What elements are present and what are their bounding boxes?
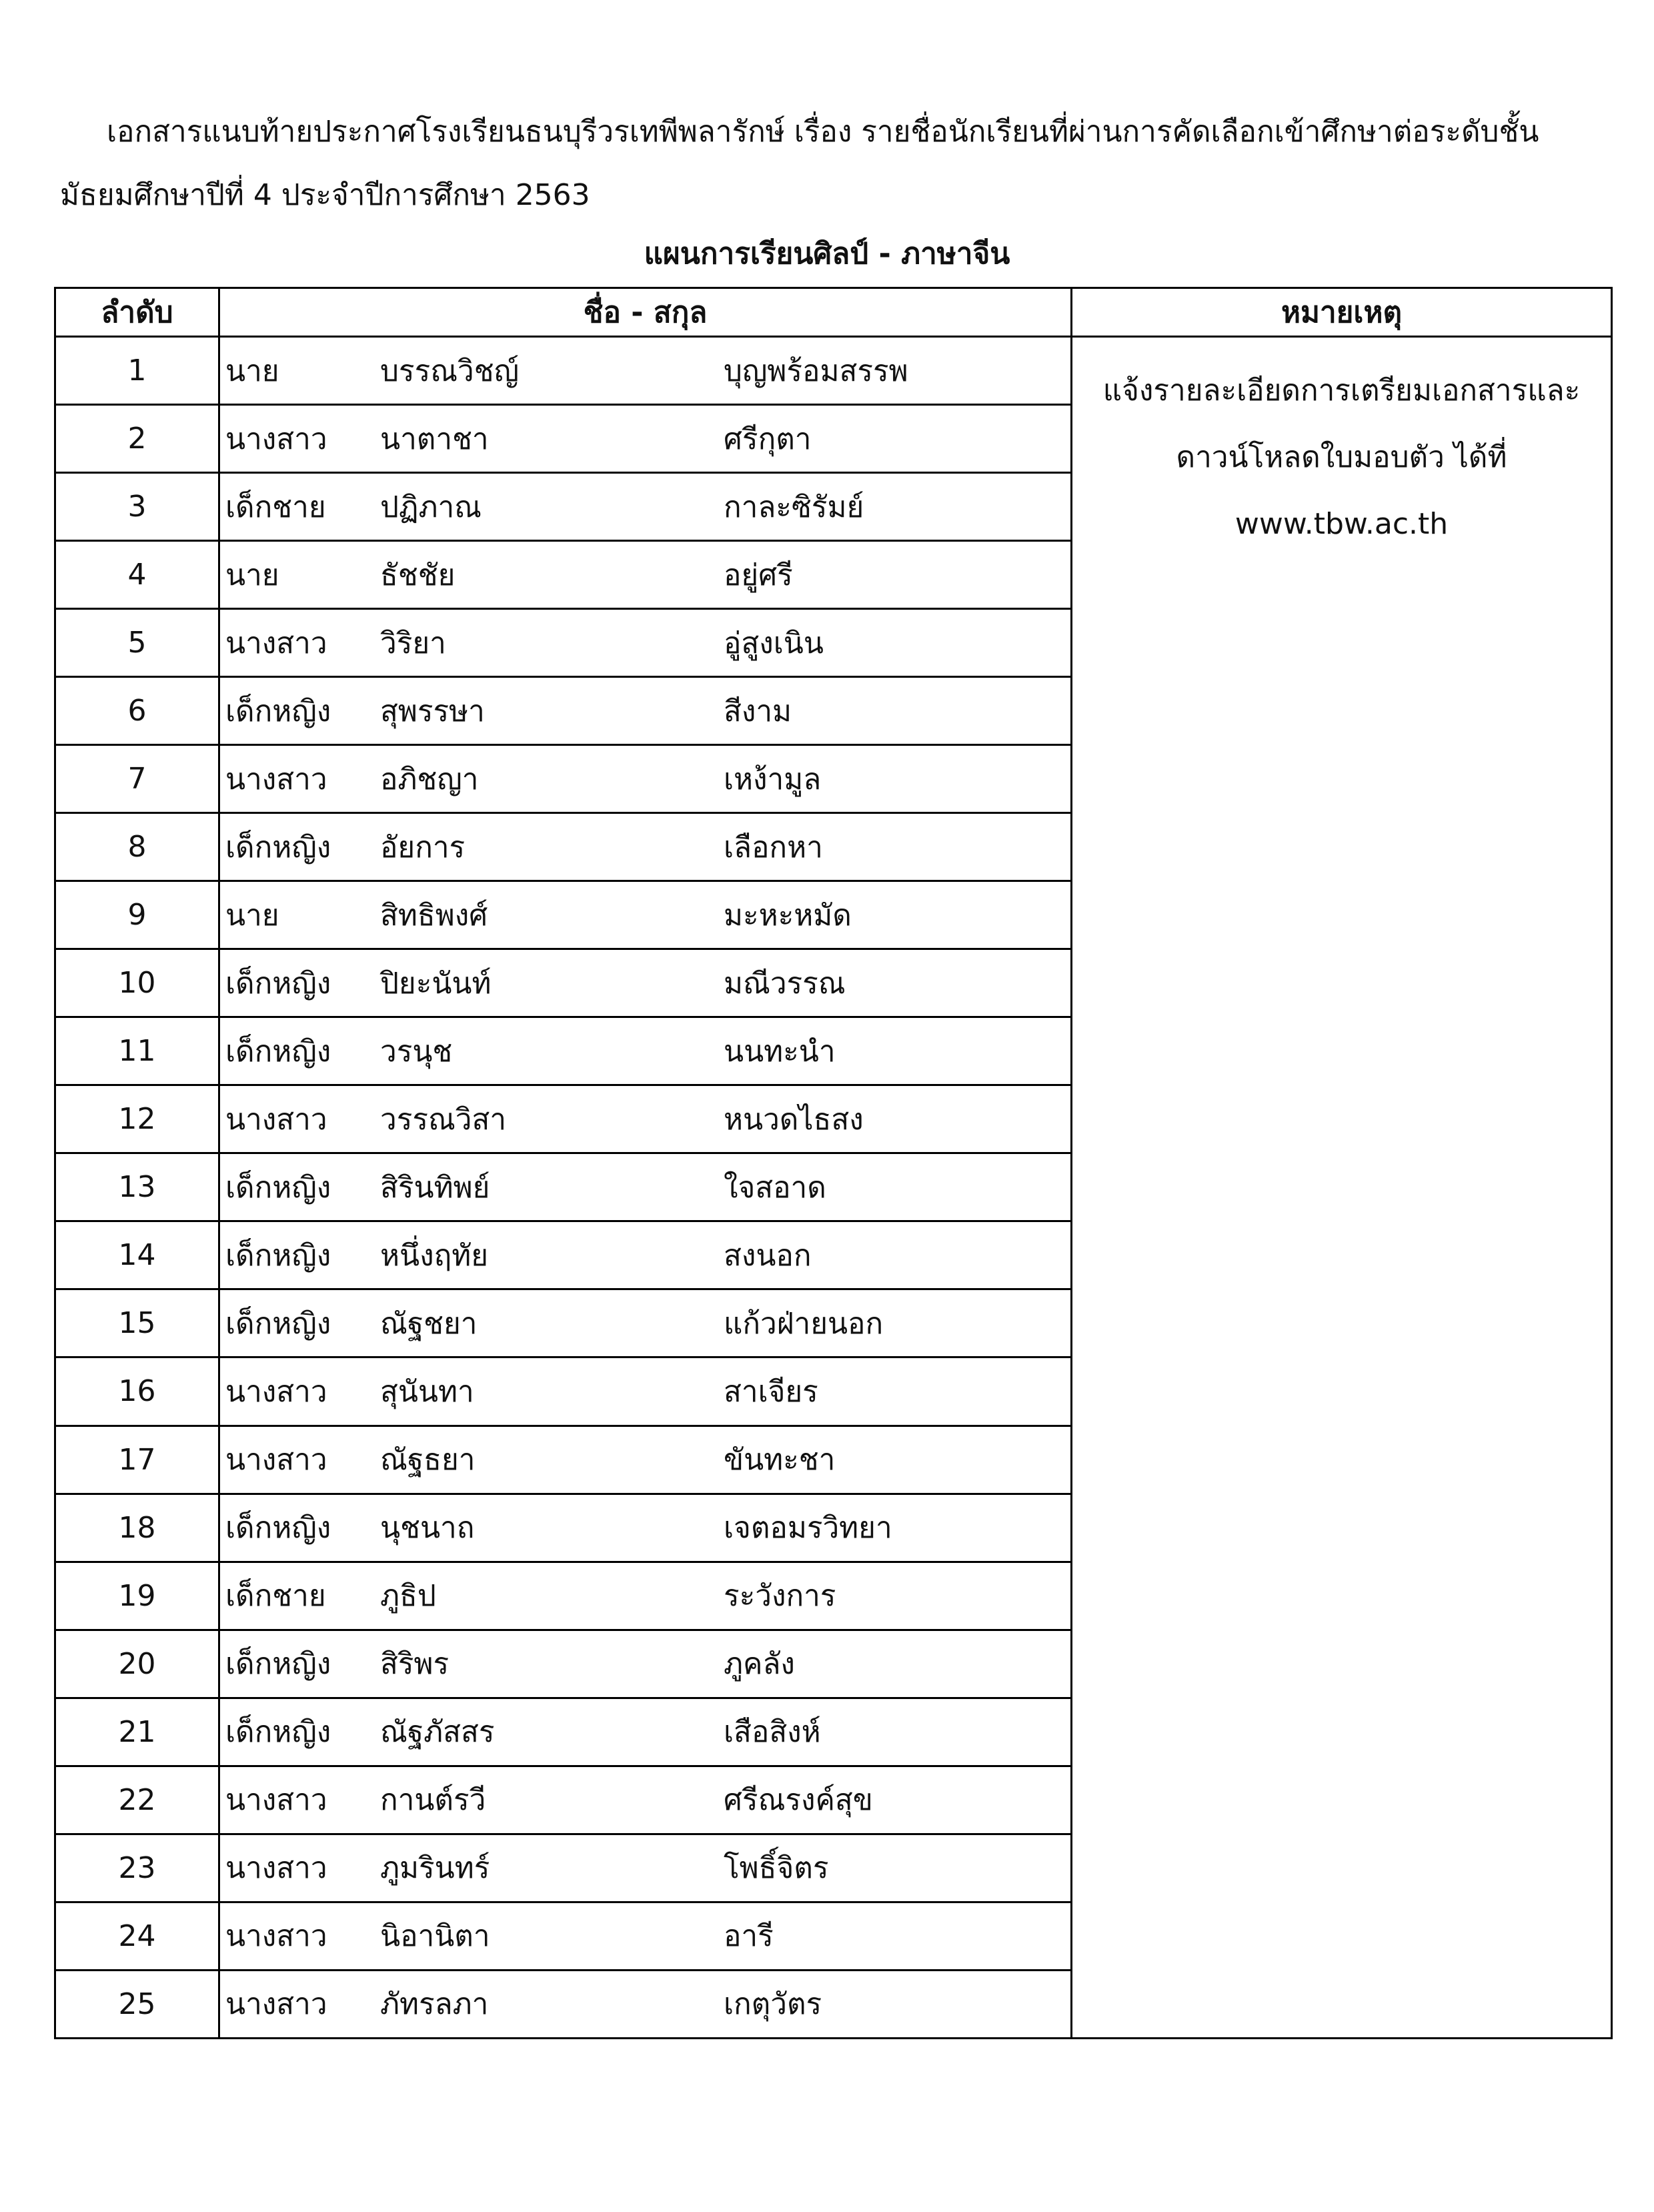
row-full-name xyxy=(219,1494,1072,1562)
row-full-name xyxy=(219,1698,1072,1766)
row-order-number: 16 xyxy=(55,1357,219,1426)
name-title: นางสาว xyxy=(225,422,327,456)
last-name: สงนอก xyxy=(724,1238,812,1273)
remark-line1: แจ้งรายละเอียดการเตรียมเอกสารและ xyxy=(1102,374,1581,408)
row-order-number: 2 xyxy=(55,405,219,473)
row-order-number: 10 xyxy=(55,949,219,1017)
table-header-row xyxy=(55,288,1612,337)
first-name: ณัฐชยา xyxy=(380,1306,478,1341)
name-title: เด็กหญิง xyxy=(225,1170,331,1205)
row-full-name xyxy=(219,541,1072,609)
first-name: กานต์รวี xyxy=(380,1783,486,1818)
row-order-number: 13 xyxy=(55,1153,219,1221)
header-remark: หมายเหตุ xyxy=(1072,288,1612,337)
row-full-name xyxy=(219,1289,1072,1357)
last-name: โพธิ์จิตร xyxy=(724,1851,829,1886)
row-order-number: 7 xyxy=(55,745,219,813)
remark-cell xyxy=(1072,337,1612,2039)
name-title: เด็กหญิง xyxy=(225,1647,331,1682)
name-title: นางสาว xyxy=(225,1443,327,1478)
row-order-number: 9 xyxy=(55,881,219,949)
row-full-name xyxy=(219,609,1072,677)
row-order-number: 25 xyxy=(55,1970,219,2038)
intro-line-1: เอกสารแนบท้ายประกาศโรงเรียนธนบุรีวรเทพีพลารักษ์ เรื่อง รายชื่อนักเรียนที่ผ่านการคัดเลือกเข้าศึกษาต่อระดับชั้น xyxy=(107,115,1539,149)
name-title: เด็กหญิง xyxy=(225,966,331,1001)
last-name: อารี xyxy=(724,1919,774,1954)
last-name: สาเจียร xyxy=(724,1374,818,1409)
first-name: วรนุช xyxy=(380,1034,453,1069)
row-full-name xyxy=(219,1834,1072,1902)
row-full-name xyxy=(219,881,1072,949)
row-full-name xyxy=(219,949,1072,1017)
name-title: เด็กหญิง xyxy=(225,1511,331,1546)
intro-paragraph xyxy=(60,100,1607,227)
name-title: เด็กชาย xyxy=(225,1579,326,1614)
row-order-number: 15 xyxy=(55,1289,219,1357)
name-title: เด็กชาย xyxy=(225,490,326,524)
first-name: ปิยะนันท์ xyxy=(380,966,492,1001)
header-order: ลำดับ xyxy=(55,288,219,337)
name-title: นาย xyxy=(225,354,279,388)
row-full-name xyxy=(219,1221,1072,1289)
first-name: ภัทรลภา xyxy=(380,1987,489,2022)
row-order-number: 5 xyxy=(55,609,219,677)
row-order-number: 18 xyxy=(55,1494,219,1562)
row-full-name xyxy=(219,473,1072,541)
row-order-number: 6 xyxy=(55,677,219,745)
last-name: ศรีณรงค์สุข xyxy=(724,1783,873,1818)
last-name: นนทะนำ xyxy=(724,1034,836,1069)
last-name: หนวดไธสง xyxy=(724,1102,864,1137)
last-name: มณีวรรณ xyxy=(724,966,846,1001)
intro-line-2: มัธยมศึกษาปีที่ 4 ประจำปีการศึกษา 2563 xyxy=(60,178,590,212)
last-name: สีงาม xyxy=(724,694,792,728)
row-order-number: 23 xyxy=(55,1834,219,1902)
first-name: วิริยา xyxy=(380,626,446,660)
last-name: ใจสอาด xyxy=(724,1170,826,1205)
name-title: เด็กหญิง xyxy=(225,1238,331,1273)
last-name: ระวังการ xyxy=(724,1579,836,1614)
remark-line2: ดาวน์โหลดใบมอบตัว ได้ที่ xyxy=(1176,440,1507,474)
name-title: นางสาว xyxy=(225,762,327,796)
last-name: เกตุวัตร xyxy=(724,1987,822,2022)
row-order-number: 11 xyxy=(55,1017,219,1085)
first-name: สิริพร xyxy=(380,1647,450,1682)
first-name: ภูมรินทร์ xyxy=(380,1851,490,1886)
row-full-name xyxy=(219,1357,1072,1426)
row-full-name xyxy=(219,1766,1072,1834)
last-name: กาละซิรัมย์ xyxy=(724,490,864,524)
first-name: วรรณวิสา xyxy=(380,1102,507,1137)
last-name: เสือสิงห์ xyxy=(724,1715,821,1750)
remark-line3: www.tbw.ac.th xyxy=(1234,507,1449,541)
first-name: ภูธิป xyxy=(380,1579,436,1614)
row-order-number: 19 xyxy=(55,1562,219,1630)
row-full-name xyxy=(219,1902,1072,1970)
name-title: นางสาว xyxy=(225,1374,327,1409)
first-name: สุพรรษา xyxy=(380,694,485,728)
first-name: สิรินทิพย์ xyxy=(380,1170,490,1205)
row-order-number: 17 xyxy=(55,1426,219,1494)
name-title: เด็กหญิง xyxy=(225,1715,331,1750)
last-name: เจตอมรวิทยา xyxy=(724,1511,892,1546)
row-order-number: 1 xyxy=(55,337,219,405)
first-name: สิทธิพงศ์ xyxy=(380,898,488,933)
row-full-name xyxy=(219,1085,1072,1153)
row-full-name xyxy=(219,1630,1072,1698)
row-full-name xyxy=(219,1562,1072,1630)
first-name: นุชนาถ xyxy=(380,1511,475,1546)
row-order-number: 14 xyxy=(55,1221,219,1289)
row-order-number: 8 xyxy=(55,813,219,881)
name-title: เด็กหญิง xyxy=(225,1034,331,1069)
table-body xyxy=(55,337,1612,2039)
plan-title: แผนการเรียนศิลป์ - ภาษาจีน xyxy=(644,237,1010,271)
last-name: อยู่ศรี xyxy=(724,558,793,592)
first-name: ณัฐภัสสร xyxy=(380,1715,495,1750)
row-order-number: 22 xyxy=(55,1766,219,1834)
name-title: นางสาว xyxy=(225,1987,327,2022)
last-name: ศรีกุตา xyxy=(724,422,812,456)
row-full-name xyxy=(219,1970,1072,2038)
first-name: นิอานิตา xyxy=(380,1919,490,1954)
row-order-number: 4 xyxy=(55,541,219,609)
name-title: เด็กหญิง xyxy=(225,1306,331,1341)
name-title: นางสาว xyxy=(225,1919,327,1954)
row-full-name xyxy=(219,813,1072,881)
name-title: นางสาว xyxy=(225,626,327,660)
row-order-number: 24 xyxy=(55,1902,219,1970)
last-name: บุญพร้อมสรรพ xyxy=(724,354,908,388)
first-name: อัยการ xyxy=(380,830,466,865)
row-full-name xyxy=(219,1426,1072,1494)
row-full-name xyxy=(219,745,1072,813)
row-full-name xyxy=(219,405,1072,473)
student-table xyxy=(54,287,1613,2039)
first-name: ณัฐธยา xyxy=(380,1443,476,1478)
name-title: เด็กหญิง xyxy=(225,694,331,728)
first-name: หนึ่งฤทัย xyxy=(380,1238,488,1273)
first-name: บรรณวิชญ์ xyxy=(380,354,520,388)
last-name: เลือกหา xyxy=(724,830,823,865)
last-name: อู่สูงเนิน xyxy=(724,626,824,660)
name-title: นาย xyxy=(225,558,279,592)
name-title: นางสาว xyxy=(225,1102,327,1137)
header-name: ชื่อ - สกุล xyxy=(219,288,1072,337)
first-name: ธัชชัย xyxy=(380,558,456,592)
last-name: มะหะหมัด xyxy=(724,898,852,933)
first-name: ปฏิภาณ xyxy=(380,490,482,524)
row-full-name xyxy=(219,337,1072,405)
table-row xyxy=(55,337,1612,405)
row-full-name xyxy=(219,677,1072,745)
row-full-name xyxy=(219,1153,1072,1221)
name-title: นางสาว xyxy=(225,1783,327,1818)
name-title: นาย xyxy=(225,898,279,933)
first-name: นาตาชา xyxy=(380,422,489,456)
name-title: เด็กหญิง xyxy=(225,830,331,865)
row-order-number: 3 xyxy=(55,473,219,541)
row-order-number: 20 xyxy=(55,1630,219,1698)
row-order-number: 21 xyxy=(55,1698,219,1766)
last-name: ขันทะชา xyxy=(724,1443,836,1478)
row-order-number: 12 xyxy=(55,1085,219,1153)
row-full-name xyxy=(219,1017,1072,1085)
last-name: ภูคลัง xyxy=(724,1647,795,1682)
first-name: อภิชญา xyxy=(380,762,479,796)
first-name: สุนันทา xyxy=(380,1374,474,1409)
last-name: แก้วฝ่ายนอก xyxy=(724,1306,884,1341)
name-title: นางสาว xyxy=(225,1851,327,1886)
last-name: เหง้ามูล xyxy=(724,762,822,796)
